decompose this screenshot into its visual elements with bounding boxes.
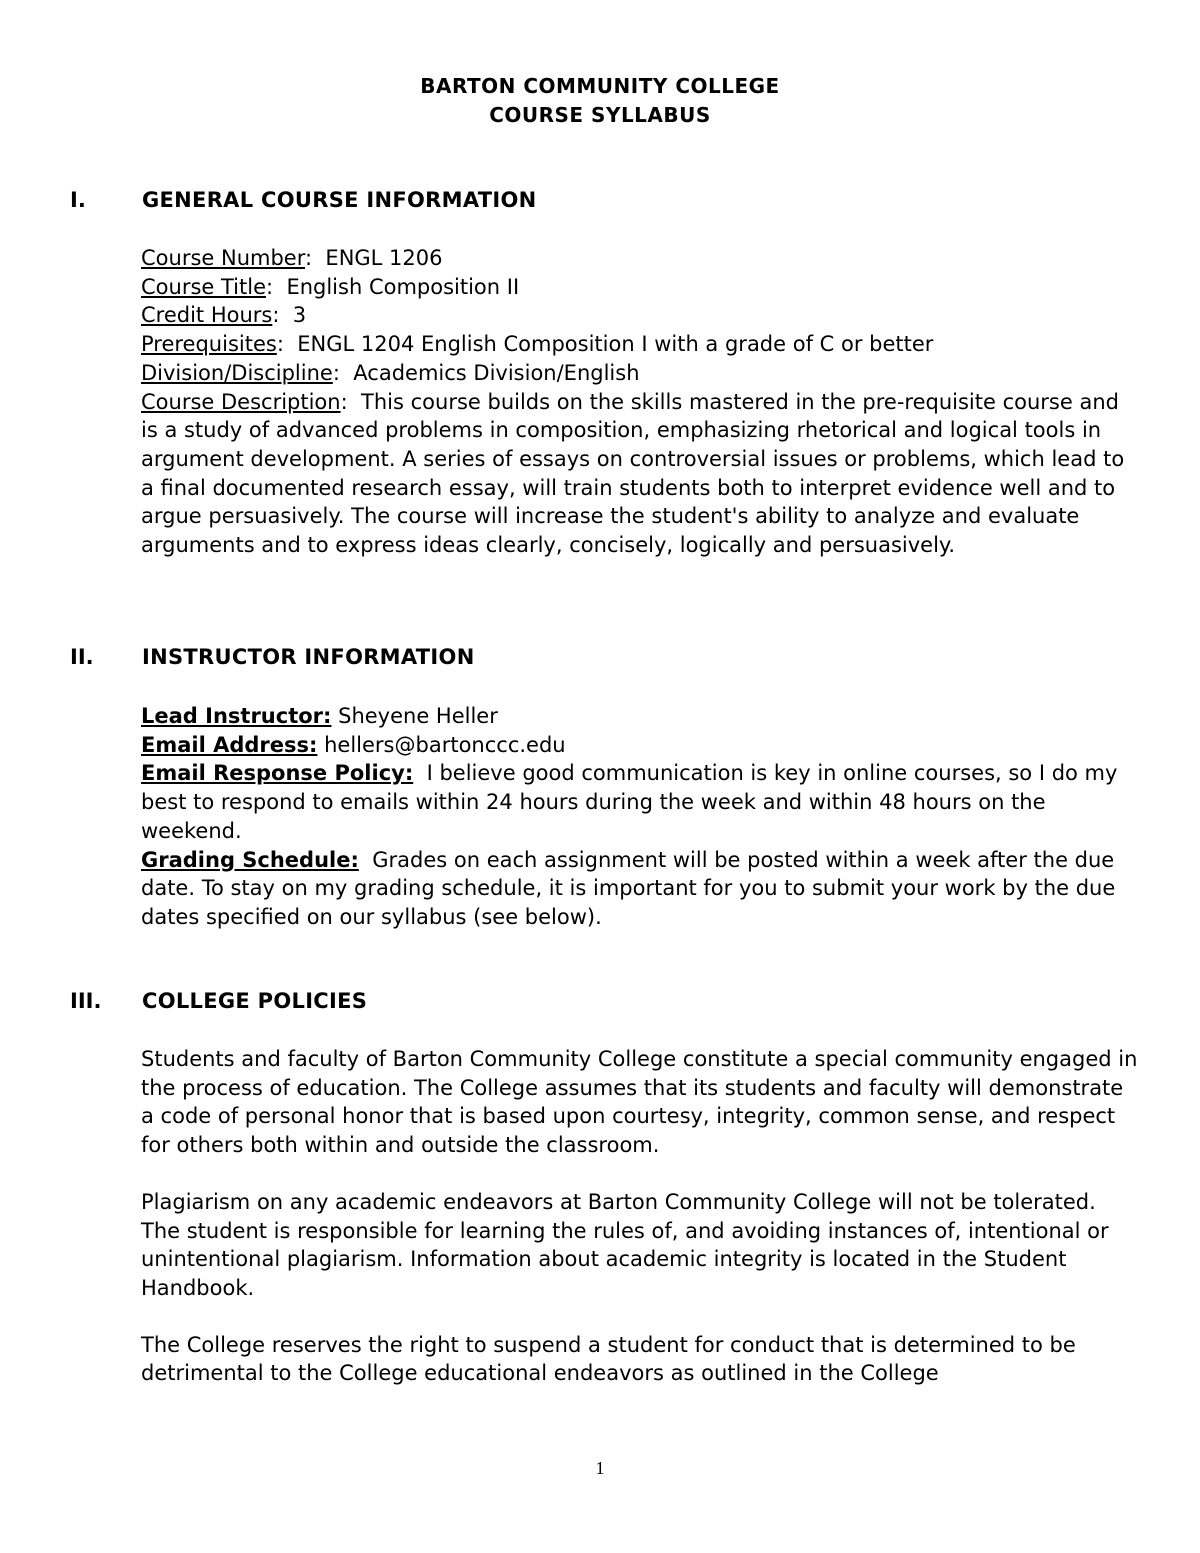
section-title: GENERAL COURSE INFORMATION — [142, 188, 537, 212]
document-title: COURSE SYLLABUS — [489, 103, 711, 127]
field-value: This course builds on the skills mastered in the pre-requisite course and is a study of advanced problems in composition, emphasizing rhetorical and logical tools in argument development. A series of essays on controversial issues or problems, which lead to a final documented research essay, will train students both to interpret evidence well and to argue persuasively. The course will increase the student's ability to analyze and evaluate arguments and to express ideas clearly, concisely, logically and persuasively. — [141, 389, 1125, 558]
field-label: Course Title — [141, 274, 266, 299]
general-info-block — [141, 244, 1141, 560]
email-response-policy — [141, 759, 1141, 845]
policy-paragraph: Students and faculty of Barton Community College constitute a special community engaged in the process of education. The College assumes that its students and faculty will demonstrate a code of personal honor that is based upon courtesy, integrity, common sense, and respect for others both within and outside the classroom. — [141, 1047, 1138, 1158]
field-label: Lead Instructor: — [141, 704, 332, 728]
field-value: Sheyene Heller — [338, 704, 498, 728]
course-title-line: Course Title: English Composition II — [141, 274, 520, 299]
page-number: 1 — [595, 1458, 605, 1478]
section-title: INSTRUCTOR INFORMATION — [142, 645, 475, 669]
field-value: ENGL 1204 English Composition I with a grade of C or better — [297, 332, 934, 357]
section-number: III. — [70, 989, 102, 1013]
field-value: Grades on each assignment will be posted within a week after the due date. To stay on my grading schedule, it is important for you to submit your work by the due dates specified on our syllabus (see below). — [141, 847, 1116, 929]
field-value: English Composition II — [286, 274, 520, 299]
email-line — [141, 731, 1141, 760]
field-label: Division/Discipline — [141, 360, 333, 385]
policies-block — [141, 1045, 1141, 1388]
policy-paragraph: The College reserves the right to suspend a student for conduct that is determined to be detrimental to the College educational endeavors as outlined in the College — [141, 1332, 1076, 1386]
field-label: Course Description — [141, 389, 341, 414]
field-value: I believe good communication is key in online courses, so I do my best to respond to emails within 24 hours during the week and within 48 hours on the weekend. — [141, 761, 1118, 843]
section-title: COLLEGE POLICIES — [142, 989, 368, 1013]
credit-hours-line: Credit Hours: 3 — [141, 303, 307, 328]
field-value: ENGL 1206 — [325, 246, 443, 270]
division-line: Division/Discipline: Academics Division/English — [141, 360, 640, 385]
field-label: Credit Hours — [141, 303, 273, 328]
grading-schedule — [141, 846, 1141, 932]
course-number-line: Course Number: ENGL 1206 — [141, 246, 443, 270]
field-label: Course Number — [141, 246, 305, 270]
field-value: Academics Division/English — [353, 360, 640, 385]
lead-instructor-line — [141, 702, 1141, 731]
email-address: hellers@bartonccc.edu — [324, 732, 566, 757]
field-label: Email Address: — [141, 732, 318, 757]
section-number: II. — [70, 645, 94, 669]
field-label: Grading Schedule: — [141, 847, 359, 872]
prerequisites-line: Prerequisites: ENGL 1204 English Composition I with a grade of C or better — [141, 332, 934, 357]
section-number: I. — [70, 188, 86, 212]
college-name: BARTON COMMUNITY COLLEGE — [420, 74, 780, 98]
field-label: Email Response Policy: — [141, 761, 414, 786]
instructor-info-block — [141, 702, 1141, 932]
field-value: 3 — [292, 303, 307, 328]
policy-paragraph: Plagiarism on any academic endeavors at Barton Community College will not be tolerated. The student is responsible for learning the rules of, and avoiding instances of, intentional or unintentional plagiarism. Information about academic integrity is located in the Student Handbook. — [141, 1189, 1109, 1300]
field-label: Prerequisites — [141, 332, 277, 357]
course-description: Course Description: This course builds on the skills mastered in the pre-requisite course and is a study of advanced problems in composition, emphasizing rhetorical and logical tools in argument development. A series of essays on controversial issues or problems, which lead to a final documented research essay, will train students both to interpret evidence well and to argue persuasively. The course will increase the student's ability to analyze and evaluate arguments and to express ideas clearly, concisely, logically and persuasively. — [141, 389, 1125, 558]
